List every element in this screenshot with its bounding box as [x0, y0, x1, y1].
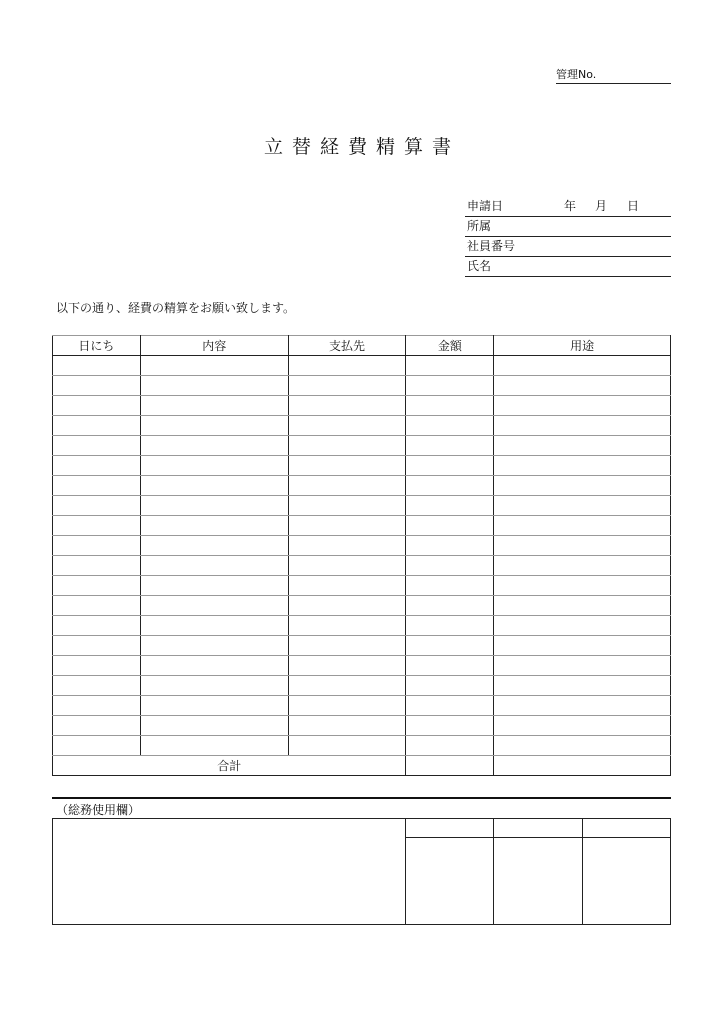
table-row — [53, 356, 671, 376]
payee-cell[interactable] — [288, 536, 406, 556]
payee-cell[interactable] — [288, 596, 406, 616]
table-row — [53, 536, 671, 556]
purpose-cell[interactable] — [494, 416, 671, 436]
date-cell[interactable] — [53, 436, 141, 456]
amount-cell[interactable] — [406, 416, 494, 436]
payee-cell[interactable] — [288, 416, 406, 436]
purpose-cell[interactable] — [494, 396, 671, 416]
payee-cell[interactable] — [288, 476, 406, 496]
section-divider — [52, 797, 671, 799]
table-row — [53, 376, 671, 396]
department-label: 所属 — [467, 219, 492, 233]
content-cell[interactable] — [140, 696, 288, 716]
date-cell[interactable] — [53, 356, 141, 376]
amount-cell[interactable] — [406, 716, 494, 736]
table-row — [53, 676, 671, 696]
purpose-cell[interactable] — [494, 456, 671, 476]
management-no-label: 管理No. — [556, 68, 597, 81]
table-row — [53, 656, 671, 676]
table-row — [53, 696, 671, 716]
purpose-cell[interactable] — [494, 436, 671, 456]
page-title: 立替経費精算書 — [263, 136, 460, 158]
content-cell[interactable] — [140, 716, 288, 736]
total-purpose-cell[interactable] — [494, 756, 671, 776]
amount-cell[interactable] — [406, 576, 494, 596]
table-row — [53, 436, 671, 456]
intro-text: 以下の通り、経費の精算をお願い致します。 — [56, 301, 296, 315]
amount-cell[interactable] — [406, 456, 494, 476]
name-field[interactable] — [465, 257, 671, 277]
payee-cell[interactable] — [288, 656, 406, 676]
date-cell[interactable] — [53, 496, 141, 516]
header-payee: 支払先 — [288, 336, 406, 356]
content-cell[interactable] — [140, 636, 288, 656]
payee-cell[interactable] — [288, 396, 406, 416]
total-row — [53, 756, 671, 776]
amount-cell[interactable] — [406, 496, 494, 516]
purpose-cell[interactable] — [494, 516, 671, 536]
table-row — [53, 456, 671, 476]
date-cell[interactable] — [53, 416, 141, 436]
date-cell[interactable] — [53, 476, 141, 496]
payee-cell[interactable] — [288, 636, 406, 656]
amount-cell[interactable] — [406, 736, 494, 756]
amount-cell[interactable] — [406, 676, 494, 696]
payee-cell[interactable] — [288, 436, 406, 456]
content-cell[interactable] — [140, 656, 288, 676]
name-label: 氏名 — [467, 259, 492, 273]
content-cell[interactable] — [140, 456, 288, 476]
content-cell[interactable] — [140, 396, 288, 416]
total-label: 合計 — [53, 756, 406, 776]
purpose-cell[interactable] — [494, 616, 671, 636]
purpose-cell[interactable] — [494, 576, 671, 596]
stamp-header-cell[interactable] — [406, 819, 494, 838]
content-cell[interactable] — [140, 516, 288, 536]
payee-cell[interactable] — [288, 716, 406, 736]
application-date-label: 申請日 — [467, 199, 504, 213]
date-cell[interactable] — [53, 576, 141, 596]
purpose-cell[interactable] — [494, 696, 671, 716]
table-row — [53, 636, 671, 656]
stamp-cell[interactable] — [494, 838, 583, 925]
purpose-cell[interactable] — [494, 356, 671, 376]
employee-no-field[interactable] — [465, 237, 671, 257]
amount-cell[interactable] — [406, 536, 494, 556]
table-row — [53, 476, 671, 496]
date-cell[interactable] — [53, 556, 141, 576]
content-cell[interactable] — [140, 676, 288, 696]
stamp-cell[interactable] — [583, 838, 671, 925]
purpose-cell[interactable] — [494, 376, 671, 396]
total-amount-cell[interactable] — [406, 756, 494, 776]
amount-cell[interactable] — [406, 656, 494, 676]
table-row — [53, 576, 671, 596]
amount-cell[interactable] — [406, 516, 494, 536]
general-affairs-notes-cell[interactable] — [53, 819, 406, 925]
header-purpose: 用途 — [494, 336, 671, 356]
month-label: 月 — [595, 199, 608, 213]
content-cell[interactable] — [140, 356, 288, 376]
day-label: 日 — [627, 199, 640, 213]
payee-cell[interactable] — [288, 496, 406, 516]
date-cell[interactable] — [53, 716, 141, 736]
table-row — [53, 416, 671, 436]
table-row — [53, 556, 671, 576]
content-cell[interactable] — [140, 496, 288, 516]
date-cell[interactable] — [53, 596, 141, 616]
date-cell[interactable] — [53, 516, 141, 536]
management-no-field[interactable] — [556, 66, 671, 84]
amount-cell[interactable] — [406, 376, 494, 396]
payee-cell[interactable] — [288, 516, 406, 536]
purpose-cell[interactable] — [494, 636, 671, 656]
table-row — [53, 616, 671, 636]
amount-cell[interactable] — [406, 556, 494, 576]
purpose-cell[interactable] — [494, 496, 671, 516]
date-cell[interactable] — [53, 376, 141, 396]
payee-cell[interactable] — [288, 456, 406, 476]
content-cell[interactable] — [140, 376, 288, 396]
stamp-header-cell[interactable] — [583, 819, 671, 838]
content-cell[interactable] — [140, 536, 288, 556]
purpose-cell[interactable] — [494, 676, 671, 696]
purpose-cell[interactable] — [494, 716, 671, 736]
content-cell[interactable] — [140, 436, 288, 456]
table-header-row — [53, 336, 671, 356]
date-cell[interactable] — [53, 456, 141, 476]
payee-cell[interactable] — [288, 676, 406, 696]
header-content: 内容 — [140, 336, 288, 356]
date-cell[interactable] — [53, 616, 141, 636]
purpose-cell[interactable] — [494, 656, 671, 676]
purpose-cell[interactable] — [494, 536, 671, 556]
table-row — [53, 396, 671, 416]
date-cell[interactable] — [53, 536, 141, 556]
date-cell[interactable] — [53, 676, 141, 696]
table-row — [53, 516, 671, 536]
header-amount: 金額 — [406, 336, 494, 356]
date-cell[interactable] — [53, 656, 141, 676]
date-cell[interactable] — [53, 736, 141, 756]
application-date-field[interactable] — [465, 197, 671, 217]
payee-cell[interactable] — [288, 736, 406, 756]
purpose-cell[interactable] — [494, 736, 671, 756]
amount-cell[interactable] — [406, 436, 494, 456]
year-label: 年 — [564, 199, 577, 213]
content-cell[interactable] — [140, 416, 288, 436]
payee-cell[interactable] — [288, 556, 406, 576]
content-cell[interactable] — [140, 476, 288, 496]
purpose-cell[interactable] — [494, 596, 671, 616]
content-cell[interactable] — [140, 596, 288, 616]
payee-cell[interactable] — [288, 616, 406, 636]
amount-cell[interactable] — [406, 476, 494, 496]
content-cell[interactable] — [140, 576, 288, 596]
table-row — [53, 716, 671, 736]
table-row — [53, 736, 671, 756]
payee-cell[interactable] — [288, 696, 406, 716]
purpose-cell[interactable] — [494, 476, 671, 496]
expense-table — [52, 335, 671, 776]
general-affairs-box — [52, 818, 671, 925]
department-field[interactable] — [465, 217, 671, 237]
date-cell[interactable] — [53, 636, 141, 656]
content-cell[interactable] — [140, 556, 288, 576]
amount-cell[interactable] — [406, 636, 494, 656]
employee-no-label: 社員番号 — [467, 239, 516, 253]
table-row — [53, 496, 671, 516]
amount-cell[interactable] — [406, 616, 494, 636]
payee-cell[interactable] — [288, 576, 406, 596]
amount-cell[interactable] — [406, 396, 494, 416]
payee-cell[interactable] — [288, 356, 406, 376]
header-date: 日にち — [53, 336, 141, 356]
content-cell[interactable] — [140, 616, 288, 636]
date-cell[interactable] — [53, 696, 141, 716]
stamp-cell[interactable] — [406, 838, 494, 925]
amount-cell[interactable] — [406, 696, 494, 716]
amount-cell[interactable] — [406, 356, 494, 376]
amount-cell[interactable] — [406, 596, 494, 616]
stamp-header-cell[interactable] — [494, 819, 583, 838]
general-affairs-label: （総務使用欄） — [56, 803, 141, 817]
purpose-cell[interactable] — [494, 556, 671, 576]
table-row — [53, 596, 671, 616]
date-cell[interactable] — [53, 396, 141, 416]
payee-cell[interactable] — [288, 376, 406, 396]
content-cell[interactable] — [140, 736, 288, 756]
